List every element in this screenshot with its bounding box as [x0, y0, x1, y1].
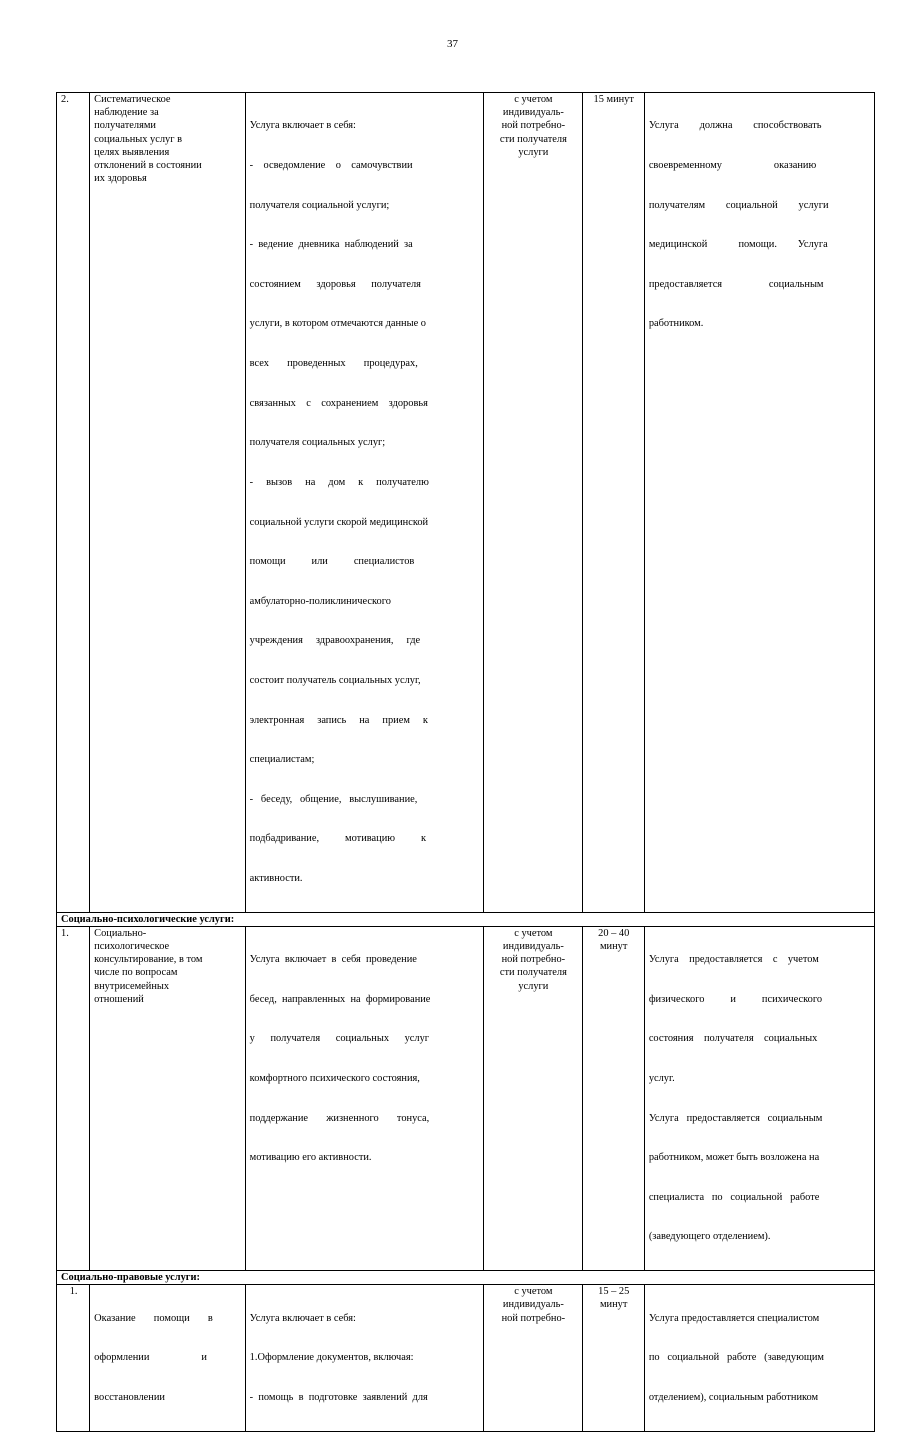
table-row — [57, 93, 875, 913]
service-note: Услуга предоставляется с учетом физического и психического состояния получателя социальных услуг. Услуга предоставляется социальным работником, может быть возложена на специалиста по социальной работе (заведующего отделением). — [644, 926, 874, 1270]
service-description: Услуга включает в себя: 1.Оформление документов, включая: - помощь в подготовке заявлений для — [245, 1285, 483, 1431]
services-table — [56, 92, 875, 1432]
page-number: 37 — [447, 38, 458, 50]
service-condition: с учетом индивидуаль- ной потребно- сти получателя услуги — [484, 93, 582, 913]
service-time: 20 – 40 минут — [582, 926, 644, 1270]
row-number: 1. — [57, 1285, 90, 1431]
service-note: Услуга должна способствовать своевременному оказанию получателям социальной услуги медицинской помощи. Услуга предоставляется социальным работником. — [644, 93, 874, 913]
service-name: Оказание помощи в оформлении и восстановлении — [90, 1285, 246, 1431]
section-header — [57, 912, 875, 926]
section-header — [57, 1271, 875, 1285]
service-name: Систематическое наблюдение за получателями социальных услуг в целях выявления отклонений в состоянии их здоровья — [90, 93, 246, 913]
section-title-legal: Социально-правовые услуги: — [57, 1271, 875, 1285]
service-description: Услуга включает в себя: - осведомление о самочувствии получателя социальной услуги; - ведение дневника наблюдений за состоянием здоровья получателя услуги, в котором отмечаются данные о всех проведенных процедурах, связанных с сохранением здоровья получателя социальных услуг; - вызов на дом к получателю социальной услуги скорой медицинской помощи или специалистов амбулаторно-поликлинического учреждения здравоохранения, где состоит получатель социальных услуг, электронная запись на прием к специалистам; - беседу, общение, выслушивание, подбадривание, мотивацию к активности. — [245, 93, 483, 913]
service-description: Услуга включает в себя проведение бесед, направленных на формирование у получателя социальных услуг комфортного психического состояния, поддержание жизненного тонуса, мотивацию его активности. — [245, 926, 483, 1270]
table-row — [57, 926, 875, 1270]
row-number: 2. — [57, 93, 90, 913]
service-time: 15 минут — [582, 93, 644, 913]
table-row — [57, 1285, 875, 1431]
service-condition: с учетом индивидуаль- ной потребно- — [484, 1285, 582, 1431]
service-note: Услуга предоставляется специалистом по социальной работе (заведующим отделением), социальным работником — [644, 1285, 874, 1431]
service-time: 15 – 25 минут — [582, 1285, 644, 1431]
service-condition: с учетом индивидуаль- ной потребно- сти получателя услуги — [484, 926, 582, 1270]
service-name: Социально- психологическое консультирование, в том числе по вопросам внутрисемейных отношений — [90, 926, 246, 1270]
section-title-psychological: Социально-психологические услуги: — [57, 912, 875, 926]
row-number: 1. — [57, 926, 90, 1270]
